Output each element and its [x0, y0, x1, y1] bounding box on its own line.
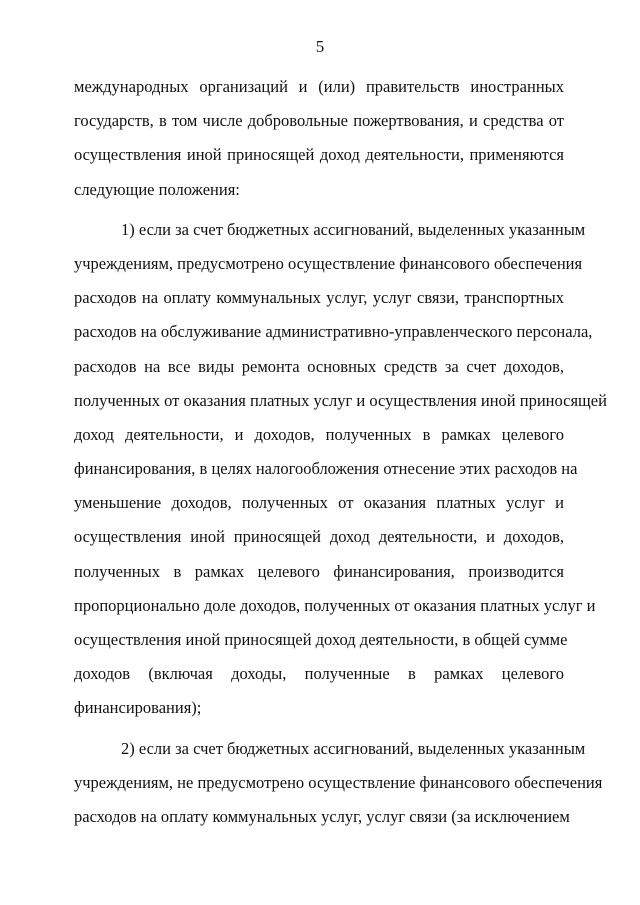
text-line: расходов на все виды ремонта основных средств за счет доходов, — [74, 356, 564, 376]
text-line: следующие положения: — [74, 179, 240, 199]
text-line: пропорционально доле доходов, полученных от оказания платных услуг и — [74, 595, 596, 615]
text-line: полученных от оказания платных услуг и осуществления иной приносящей — [74, 390, 607, 410]
text-line: полученных в рамках целевого финансирования, производится — [74, 561, 564, 581]
text-line: доход деятельности, и доходов, полученных в рамках целевого — [74, 424, 564, 444]
text-line: финансирования, в целях налогообложения отнесение этих расходов на — [74, 459, 578, 479]
paragraph-first-line: 2) если за счет бюджетных ассигнований, выделенных указанным — [121, 738, 586, 758]
paragraph-first-line: 1) если за счет бюджетных ассигнований, выделенных указанным — [121, 219, 586, 239]
text-line: международных организаций и (или) правительств иностранных — [74, 77, 564, 96]
text-line: осуществления иной приносящей доход деятельности, применяются — [74, 145, 564, 165]
document-body — [74, 70, 607, 834]
text-line: осуществления иной приносящей доход деятельности, и доходов, — [74, 527, 564, 547]
text-line: расходов на оплату коммунальных услуг, услуг связи (за исключением — [74, 806, 570, 826]
text-line: осуществления иной приносящей доход деятельности, в общей сумме — [74, 630, 568, 649]
text-line: доходов (включая доходы, полученные в рамках целевого — [74, 664, 564, 684]
text-line: учреждениям, предусмотрено осуществление финансового обеспечения — [74, 253, 583, 273]
text-line: учреждениям, не предусмотрено осуществление финансового обеспечения — [74, 772, 603, 792]
text-line: расходов на обслуживание административно-управленческого персонала, — [74, 322, 593, 342]
text-line: расходов на оплату коммунальных услуг, услуг связи, транспортных — [74, 288, 564, 308]
page-number: 5 — [315, 37, 325, 56]
text-line: финансирования); — [74, 698, 202, 718]
text-line: государств, в том числе добровольные пожертвования, и средства от — [74, 111, 564, 131]
text-line: уменьшение доходов, полученных от оказания платных услуг и — [74, 493, 564, 513]
